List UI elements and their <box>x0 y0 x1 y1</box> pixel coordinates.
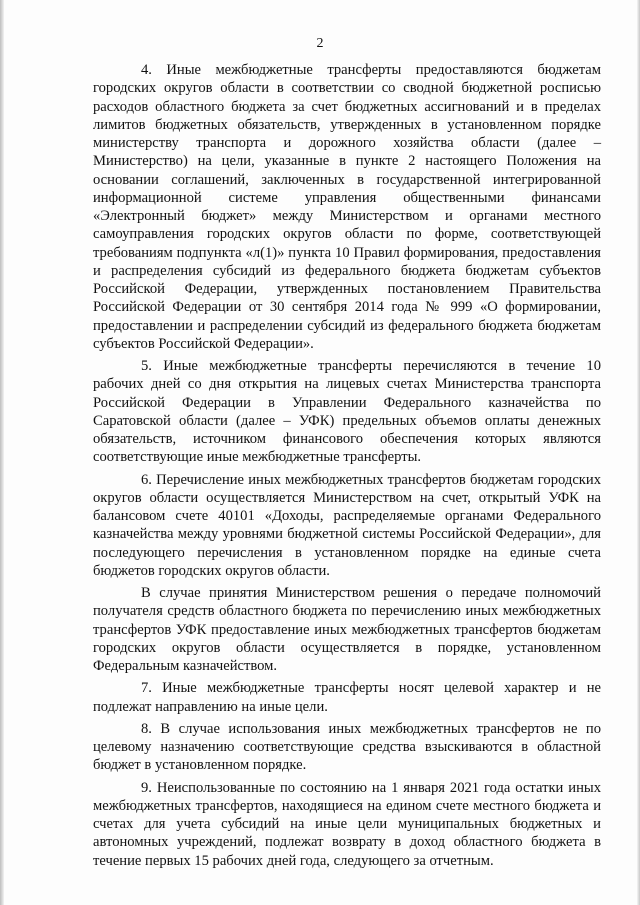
paragraph-4: 4. Иные межбюджетные трансферты предоставляются бюджетам городских округов области в соответствии со сводной бюджетной росписью расходов областного бюджета за счет бюджетных ассигнований и в пределах лимитов бюджетных обязательств, утвержденных в установленном порядке министерству транспорта и дорожного хозяйства области (далее – Министерство) на цели, указанные в пункте 2 настоящего Положения на основании соглашений, заключенных в государственной интегрированной информационной системе управления общественными финансами «Электронный бюджет» между Министерством и органами местного самоуправления городских округов области по форме, соответствующей требованиям подпункта «л(1)» пункта 10 Правил формирования, предоставления и распределения субсидий из федерального бюджета бюджетам субъектов Российской Федерации, утвержденных постановлением Правительства Российской Федерации от 30 сентября 2014 года № 999 «О формировании, предоставлении и распределении субсидий из федерального бюджета бюджетам субъектов Российской Федерации». <box>93 62 601 352</box>
scan-edge-left <box>0 0 4 905</box>
paragraph-8: 8. В случае использования иных межбюджетных трансфертов не по целевому назначению соответствующие средства взыскиваются в областной бюджет в установленном порядке. <box>93 720 601 774</box>
paragraph-9: 9. Неиспользованные по состоянию на 1 января 2021 года остатки иных межбюджетных трансфертов, находящиеся на едином счете местного бюджета и счетах для учета субсидий на иные цели муниципальных бюджетных и автономных учреждений, подлежат возврату в доход областного бюджета в течение первых 15 рабочих дней года, следующего за отчетным. <box>93 779 601 869</box>
paragraph-7: 7. Иные межбюджетные трансферты носят целевой характер и не подлежат направлению на иные цели. <box>93 680 601 715</box>
paragraph-6-continued: В случае принятия Министерством решения о передаче полномочий получателя средств областного бюджета по перечислению иных межбюджетных трансфертов УФК предоставление иных межбюджетных трансфертов бюджетам городских округов области осуществляется в порядке, установленном Федеральным казначейством. <box>93 585 601 674</box>
paragraph-5: 5. Иные межбюджетные трансферты перечисляются в течение 10 рабочих дней со дня открытия на лицевых счетах Министерства транспорта Российской Федерации в Управлении Федерального казначейства по Саратовской области (далее – УФК) предельных объемов оплаты денежных обязательств, источником финансового обеспечения которых являются соответствующие иные межбюджетные трансферты. <box>93 358 601 466</box>
page-number: 2 <box>316 36 324 51</box>
document-body <box>93 61 601 874</box>
paragraph-6: 6. Перечисление иных межбюджетных трансфертов бюджетам городских округов области осуществляется Министерством на счет, открытый УФК на балансовом счете 40101 «Доходы, распределяемые органами Федерального казначейства между уровнями бюджетной системы Российской Федерации», для последующего перечисления в установленном порядке на единые счета бюджетов городских округов области. <box>93 471 601 579</box>
